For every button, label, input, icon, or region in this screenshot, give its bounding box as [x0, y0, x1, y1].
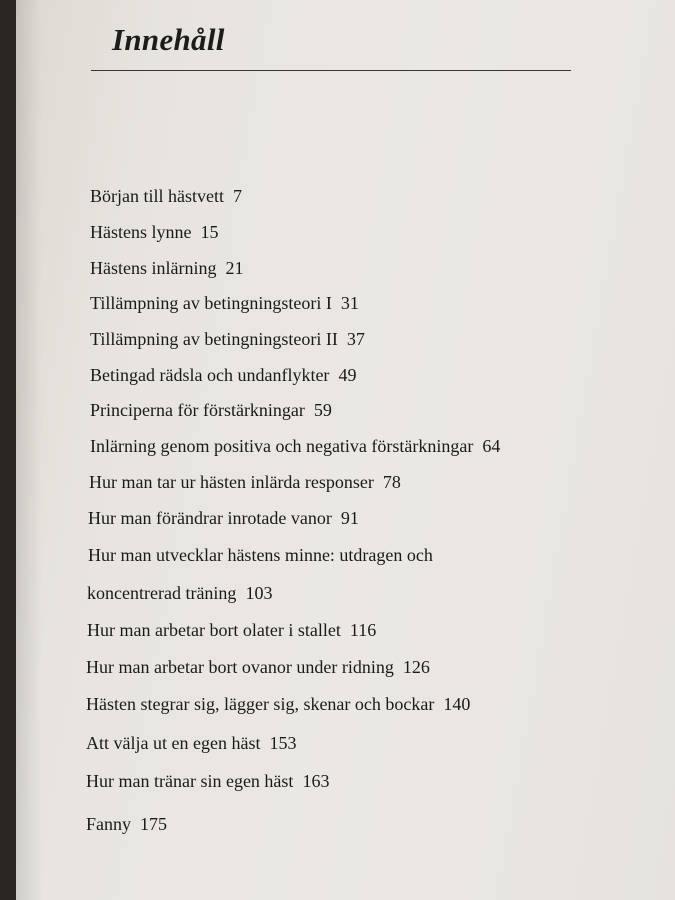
toc-entry	[86, 694, 470, 715]
toc-entry-title: Att välja ut en egen häst	[86, 733, 261, 753]
toc-entry	[90, 365, 356, 386]
toc-entry-page: 59	[313, 400, 332, 420]
toc-entry	[90, 258, 243, 279]
toc-entry-page: 64	[482, 436, 501, 456]
toc-entry-title: Tillämpning av betingningsteori I	[90, 293, 332, 313]
toc-entry-page: 37	[346, 329, 365, 349]
toc-entry	[86, 814, 167, 835]
toc-entry-page: 15	[200, 222, 219, 242]
toc-entry-page: 153	[269, 733, 297, 753]
toc-entry-title: Hur man tränar sin egen häst	[86, 771, 294, 791]
toc-entry-page: 103	[245, 583, 273, 603]
toc-entry-page: 91	[340, 508, 359, 528]
toc-entry-page: 175	[140, 814, 167, 834]
toc-entry-page: 126	[402, 657, 430, 677]
toc-entry-page: 7	[232, 186, 242, 206]
toc-entry	[90, 329, 365, 350]
toc-entry-title: Hur man arbetar bort ovanor under ridning	[86, 657, 394, 677]
toc-entry	[87, 620, 376, 641]
toc-entry	[86, 657, 430, 678]
toc-entry-page: 116	[349, 620, 377, 640]
toc-entry-title: Hur man utvecklar hästens minne: utdragen och	[88, 545, 433, 565]
book-page	[16, 0, 675, 900]
toc-entry	[90, 186, 242, 207]
toc-entry-title: Hur man förändrar inrotade vanor	[88, 508, 332, 528]
toc-entry-page: 78	[382, 472, 401, 492]
toc-entry-title: Hästen stegrar sig, lägger sig, skenar och bockar	[86, 694, 435, 714]
toc-entry-title: Hur man tar ur hästen inlärda responser	[89, 472, 374, 492]
toc-entry-page: 140	[443, 694, 471, 714]
toc-entry-title: Hästens inlärning	[90, 258, 217, 278]
page-title: Innehåll	[112, 22, 225, 57]
toc-entry-title: Principerna för förstärkningar	[90, 400, 305, 420]
toc-entry	[90, 400, 332, 421]
toc-entry-title: Tillämpning av betingningsteori II	[90, 329, 338, 349]
toc-entry-title: koncentrerad träning	[87, 583, 237, 603]
toc-entry-title: Hästens lynne	[90, 222, 192, 242]
toc-entry-title: Fanny	[86, 814, 131, 834]
toc-entry	[90, 436, 500, 457]
toc-entry-title: Början till hästvett	[90, 186, 224, 206]
toc-entry-title: Inlärning genom positiva och negativa förstärkningar	[90, 436, 474, 456]
toc-entry-continuation	[87, 583, 272, 604]
toc-entry-page: 21	[225, 258, 244, 278]
table-of-contents	[16, 0, 675, 900]
toc-entry	[86, 771, 329, 792]
toc-entry	[88, 545, 433, 566]
toc-entry	[86, 733, 296, 754]
toc-entry	[90, 293, 359, 314]
toc-entry-title: Hur man arbetar bort olater i stallet	[87, 620, 341, 640]
toc-entry	[90, 222, 218, 243]
toc-entry-page: 31	[340, 293, 359, 313]
toc-entry	[88, 508, 359, 529]
toc-entry-title: Betingad rädsla och undanflykter	[90, 365, 330, 385]
toc-entry	[89, 472, 401, 493]
toc-entry-page: 49	[338, 365, 357, 385]
toc-entry-page: 163	[302, 771, 330, 791]
